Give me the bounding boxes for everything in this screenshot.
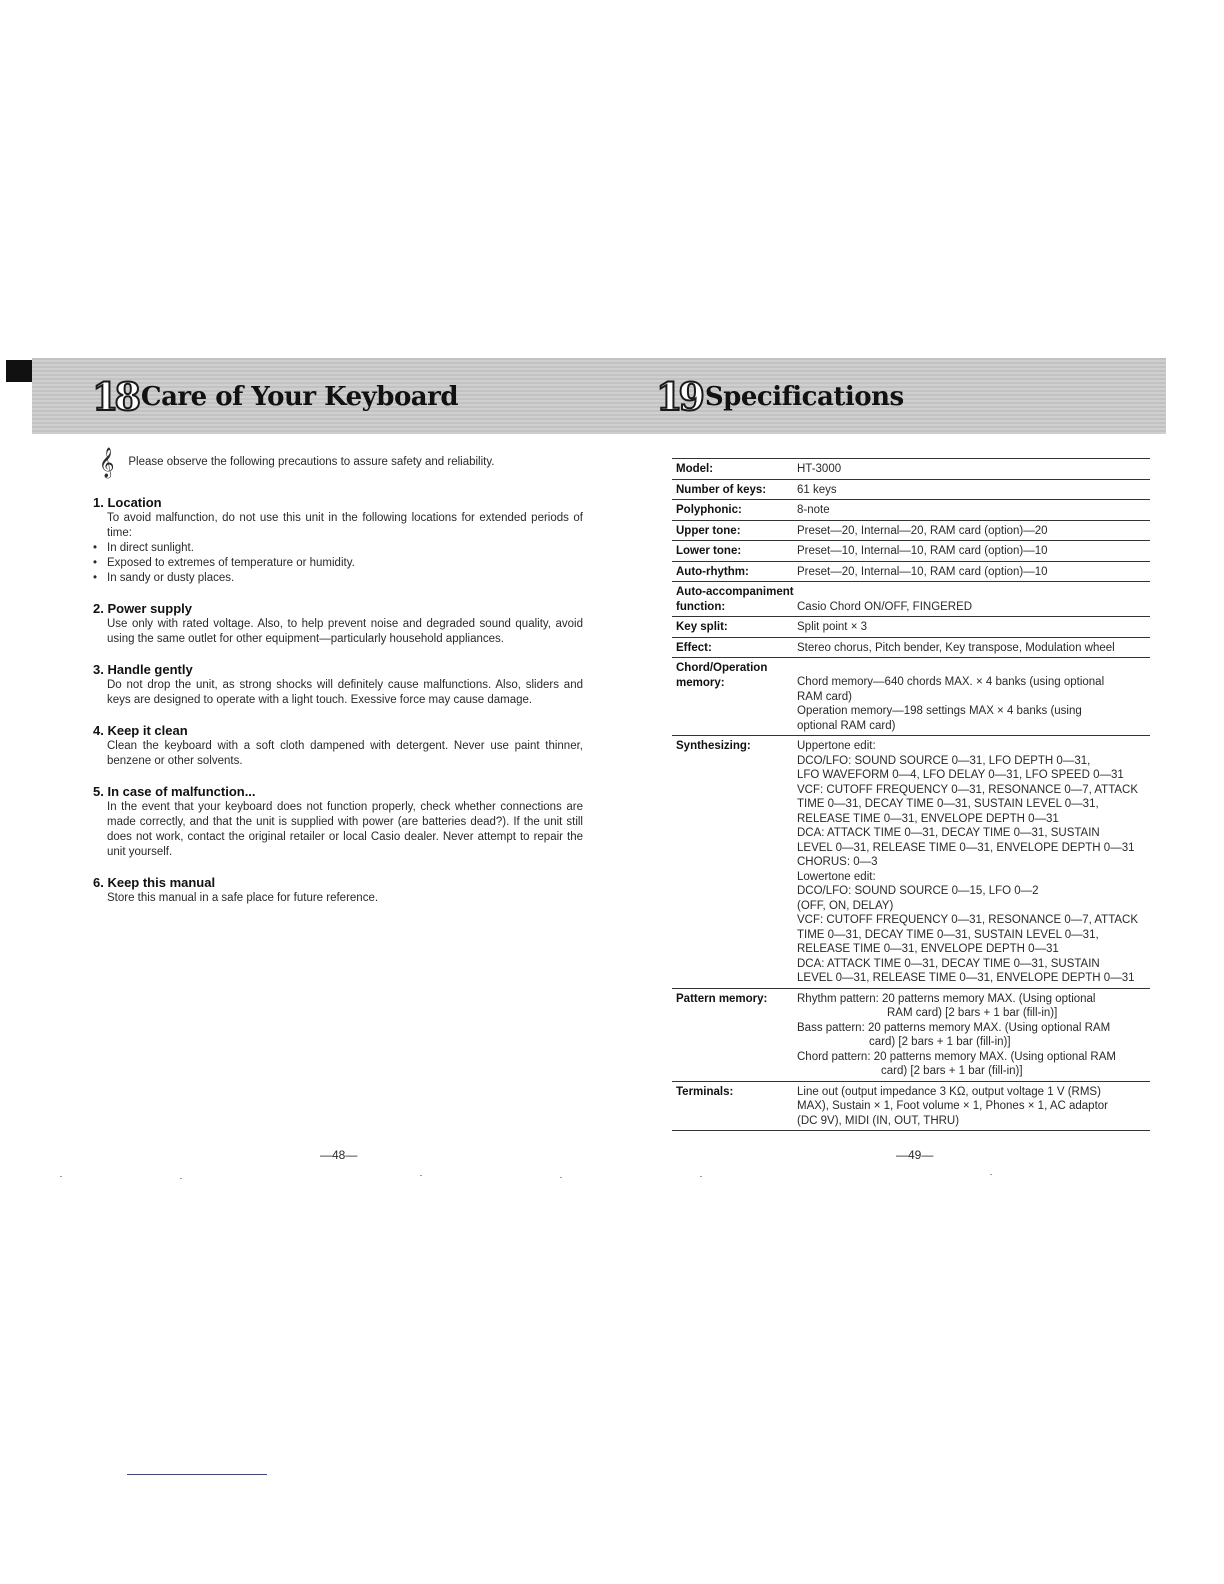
spec-value xyxy=(797,992,1150,1079)
item-heading: 5. In case of malfunction... xyxy=(93,784,256,799)
page-number-left: —48— xyxy=(320,1148,358,1162)
spec-value: Preset—10, Internal—10, RAM card (option)—10 xyxy=(797,545,1048,557)
spec-line: Chord pattern: 20 patterns memory MAX. (Using optional RAM xyxy=(797,1050,1116,1063)
spec-line: (DC 9V), MIDI (IN, OUT, THRU) xyxy=(797,1114,960,1127)
item-heading: 4. Keep it clean xyxy=(93,723,188,738)
item-heading: 3. Handle gently xyxy=(93,662,193,677)
spec-line: TIME 0—31, DECAY TIME 0—31, SUSTAIN LEVEL 0—31, xyxy=(797,928,1099,941)
spec-row-auto-rhythm xyxy=(672,561,1150,582)
care-item-power-supply xyxy=(93,600,583,647)
intro-text: Please observe the following precautions to assure safety and reliability. xyxy=(128,456,495,468)
spec-line: (OFF, ON, DELAY) xyxy=(797,899,894,912)
spec-row-auto-accompaniment xyxy=(672,581,1150,616)
spec-row-terminals xyxy=(672,1081,1150,1131)
spec-row-pattern-memory xyxy=(672,988,1150,1081)
spec-line: DCA: ATTACK TIME 0—31, DECAY TIME 0—31, SUSTAIN xyxy=(797,827,1100,839)
spec-row-polyphonic xyxy=(672,499,1150,520)
spec-line: RAM card) [2 bars + 1 bar (fill-in)] xyxy=(887,1007,1058,1019)
item-heading: 1. Location xyxy=(93,495,162,510)
item-text: Use only with rated voltage. Also, to help prevent noise and degraded sound quality, avoid using the same outlet for other equipment—particularly household appliances. xyxy=(107,618,583,645)
spec-line: RELEASE TIME 0—31, ENVELOPE DEPTH 0—31 xyxy=(797,943,1059,955)
spec-label: Chord/Operation xyxy=(676,662,768,674)
spec-label: Effect: xyxy=(676,641,712,654)
item-text: To avoid malfunction, do not use this unit in the following locations for extended periods of time: xyxy=(107,512,583,539)
spec-line: DCO/LFO: SOUND SOURCE 0—31, LFO DEPTH 0—31, xyxy=(797,754,1091,767)
spec-value xyxy=(797,1085,1150,1129)
spec-label: function: xyxy=(676,600,726,613)
item-text: In the event that your keyboard does not function properly, check whether connections are made correctly, and that the unit is supplied with power (are batteries dead?). If the unit still does not work, contact the original retailer or local Casio dealer. Never attempt to repair the unit yourself. xyxy=(107,801,583,858)
spec-row-effect xyxy=(672,637,1150,658)
spec-value xyxy=(797,661,1150,733)
care-item-malfunction xyxy=(93,783,583,860)
spec-value xyxy=(797,739,1150,986)
spec-value: HT-3000 xyxy=(797,463,842,475)
care-item-handle-gently xyxy=(93,661,583,708)
spec-label: Lower tone: xyxy=(676,545,742,557)
table-bottom-rule xyxy=(672,1130,1150,1131)
spec-line: RELEASE TIME 0—31, ENVELOPE DEPTH 0—31 xyxy=(797,812,1059,825)
spec-line: Line out (output impedance 3 KΩ, output voltage 1 V (RMS) xyxy=(797,1085,1101,1098)
spec-row-lower-tone xyxy=(672,540,1150,561)
spec-label: Model: xyxy=(676,463,714,475)
bullet-item: • Exposed to extremes of temperature or humidity. xyxy=(93,556,583,571)
care-item-keep-clean xyxy=(93,722,583,769)
spec-value: Preset—20, Internal—20, RAM card (option)—20 xyxy=(797,524,1048,537)
spec-value: Stereo chorus, Pitch bender, Key transpose, Modulation wheel xyxy=(797,641,1115,654)
spec-line: Chord memory—640 chords MAX. × 4 banks (using optional xyxy=(797,676,1105,688)
spec-label: Upper tone: xyxy=(676,524,741,537)
spec-row-synthesizing xyxy=(672,735,1150,988)
spec-table xyxy=(672,458,1150,1131)
spec-line: RAM card) xyxy=(797,690,852,703)
spec-value: Preset—20, Internal—10, RAM card (option)—10 xyxy=(797,565,1048,578)
section-title: Care of Your Keyboard xyxy=(140,382,459,412)
spec-line: VCF: CUTOFF FREQUENCY 0—31, RESONANCE 0—7, ATTACK xyxy=(797,914,1139,926)
spec-label: Terminals: xyxy=(676,1085,734,1098)
spec-line: optional RAM card) xyxy=(797,719,896,732)
section-number: 19 xyxy=(656,374,701,419)
section-heading-specs xyxy=(656,374,904,419)
scan-speck xyxy=(560,1177,562,1178)
section-title: Specifications xyxy=(704,382,904,412)
page-number-right: —49— xyxy=(896,1148,934,1162)
spec-label: Auto-rhythm: xyxy=(676,565,749,578)
spec-line: Operation memory—198 settings MAX × 4 banks (using xyxy=(797,705,1082,717)
scan-speck xyxy=(420,1175,422,1176)
item-heading: 2. Power supply xyxy=(93,601,192,616)
footer-line xyxy=(127,1474,267,1475)
care-item-keep-manual xyxy=(93,874,583,906)
spec-line: DCA: ATTACK TIME 0—31, DECAY TIME 0—31, SUSTAIN xyxy=(797,957,1100,970)
spec-label: memory: xyxy=(676,676,725,689)
spec-label: Number of keys: xyxy=(676,483,767,496)
bullet-list xyxy=(93,541,583,586)
bullet-item: • In sandy or dusty places. xyxy=(93,571,583,586)
corner-tab xyxy=(6,360,34,382)
care-item-location xyxy=(93,494,583,586)
spec-label: Synthesizing: xyxy=(676,740,751,752)
spec-line: LEVEL 0—31, RELEASE TIME 0—31, ENVELOPE DEPTH 0—31 xyxy=(797,841,1135,854)
spec-line: TIME 0—31, DECAY TIME 0—31, SUSTAIN LEVEL 0—31, xyxy=(797,798,1099,810)
section-number: 18 xyxy=(92,374,137,419)
bullet-item: • In direct sunlight. xyxy=(93,541,583,556)
spec-row-model xyxy=(672,458,1150,479)
spec-line: Uppertone edit: xyxy=(797,740,876,752)
spec-line: Rhythm pattern: 20 patterns memory MAX. (Using optional xyxy=(797,992,1096,1005)
spec-line: VCF: CUTOFF FREQUENCY 0—31, RESONANCE 0—7, ATTACK xyxy=(797,783,1139,796)
spec-value: Split point × 3 xyxy=(797,621,868,633)
spec-line xyxy=(676,600,1150,615)
spec-line: Lowertone edit: xyxy=(797,870,876,883)
care-column xyxy=(93,448,583,920)
item-text: Store this manual in a safe place for future reference. xyxy=(107,892,379,904)
spec-line: CHORUS: 0—3 xyxy=(797,856,878,868)
item-body xyxy=(107,511,583,586)
treble-clef-icon: 𝄞 xyxy=(99,448,115,478)
spec-line: card) [2 bars + 1 bar (fill-in)] xyxy=(881,1065,1023,1077)
spec-row-keys xyxy=(672,479,1150,500)
section-heading-care xyxy=(92,374,459,419)
spec-line: DCO/LFO: SOUND SOURCE 0—15, LFO 0—2 xyxy=(797,885,1039,897)
scan-speck xyxy=(700,1176,702,1177)
spec-line: LEVEL 0—31, RELEASE TIME 0—31, ENVELOPE DEPTH 0—31 xyxy=(797,972,1135,984)
scan-speck xyxy=(60,1176,62,1177)
spec-line: card) [2 bars + 1 bar (fill-in)] xyxy=(869,1036,1011,1048)
spec-label-group xyxy=(676,661,797,733)
spec-value: 61 keys xyxy=(797,483,837,496)
spec-line: Bass pattern: 20 patterns memory MAX. (Using optional RAM xyxy=(797,1021,1111,1034)
spec-row-chord-memory xyxy=(672,657,1150,735)
scan-speck xyxy=(180,1178,182,1179)
spec-row-key-split xyxy=(672,616,1150,637)
spec-row-upper-tone xyxy=(672,520,1150,541)
spec-label: Key split: xyxy=(676,621,728,633)
spec-label: Auto-accompaniment xyxy=(676,586,794,598)
item-text: Clean the keyboard with a soft cloth dampened with detergent. Never use paint thinner, benzene or other solvents. xyxy=(107,740,583,767)
spec-label: Pattern memory: xyxy=(676,992,768,1005)
spec-value: 8-note xyxy=(797,504,830,516)
scan-speck xyxy=(990,1174,992,1175)
spec-line: MAX), Sustain × 1, Foot volume × 1, Phones × 1, AC adaptor xyxy=(797,1100,1108,1112)
spec-label: Polyphonic: xyxy=(676,504,742,516)
spec-value: Casio Chord ON/OFF, FINGERED xyxy=(797,600,973,613)
intro xyxy=(99,448,583,478)
item-heading: 6. Keep this manual xyxy=(93,875,216,890)
spec-line: LFO WAVEFORM 0—4, LFO DELAY 0—31, LFO SPEED 0—31 xyxy=(797,769,1124,781)
item-text: Do not drop the unit, as strong shocks will definitely cause malfunctions. Also, sliders and keys are designed to operate with a light touch. Exessive force may cause damage. xyxy=(107,679,583,706)
